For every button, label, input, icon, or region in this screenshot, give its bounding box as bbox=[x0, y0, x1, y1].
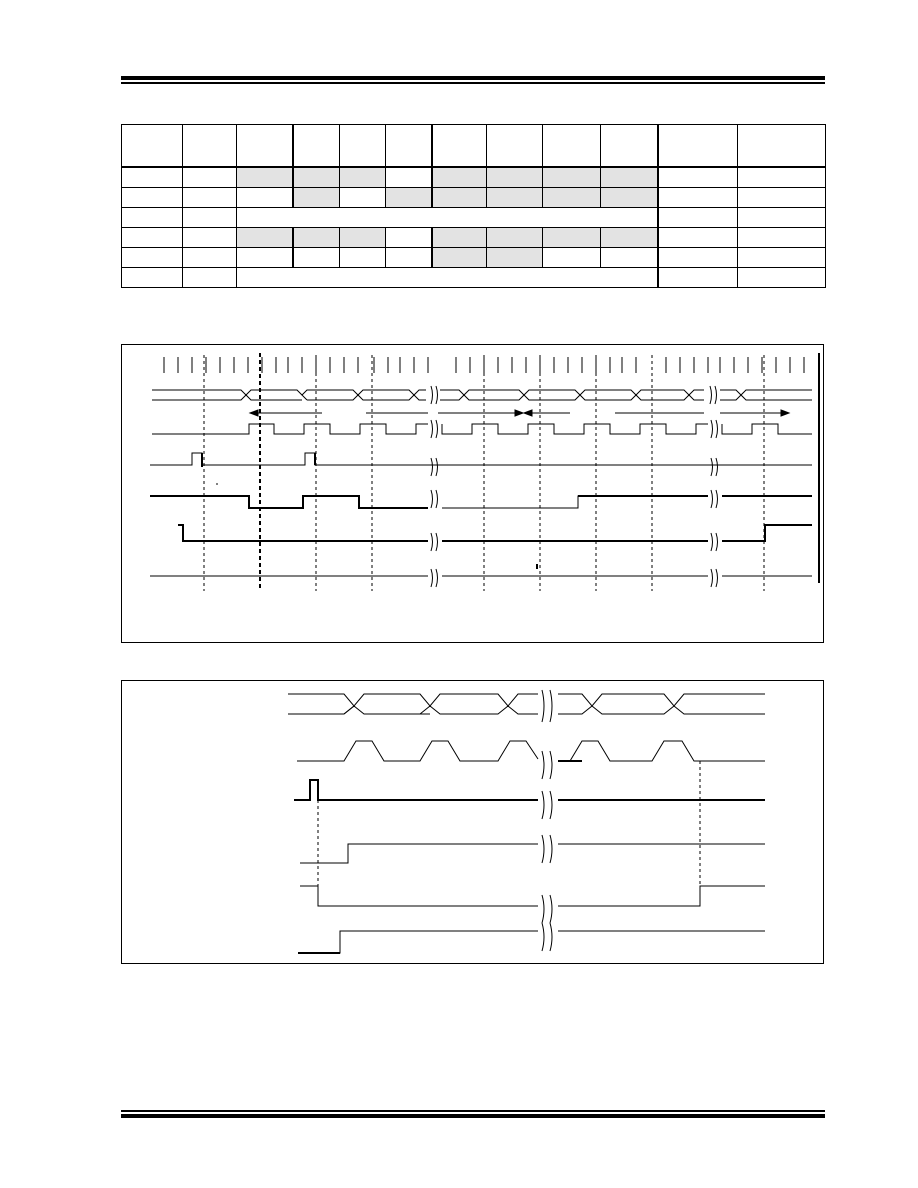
table-cell bbox=[738, 228, 826, 248]
table-cell bbox=[122, 208, 183, 228]
table-cell bbox=[738, 268, 826, 288]
table-cell bbox=[183, 188, 237, 208]
table-cell bbox=[122, 228, 183, 248]
clock-waveform bbox=[297, 741, 765, 779]
table-cell-shaded bbox=[237, 167, 293, 188]
table-header-cell bbox=[340, 125, 386, 168]
table-cell bbox=[386, 248, 432, 268]
table-header-row bbox=[122, 125, 826, 168]
table-header-cell bbox=[432, 125, 487, 168]
table-cell bbox=[122, 268, 183, 288]
register-table bbox=[121, 124, 826, 288]
enable-waveform bbox=[178, 525, 812, 551]
table-cell-shaded bbox=[601, 167, 658, 188]
table-cell bbox=[122, 188, 183, 208]
table-cell bbox=[183, 208, 237, 228]
table-cell bbox=[122, 167, 183, 188]
table-cell-merged bbox=[237, 268, 658, 288]
table-cell-shaded bbox=[601, 228, 658, 248]
table-cell-shaded bbox=[487, 248, 543, 268]
table-cell bbox=[183, 248, 237, 268]
table-cell bbox=[386, 167, 432, 188]
table-cell-shaded bbox=[543, 167, 601, 188]
select-waveform bbox=[298, 923, 765, 953]
status-waveform bbox=[150, 490, 812, 508]
timing-diagram-2 bbox=[121, 680, 824, 964]
table-cell-shaded bbox=[386, 188, 432, 208]
table-cell bbox=[183, 268, 237, 288]
table-row bbox=[122, 167, 826, 188]
table-cell-shaded bbox=[340, 228, 386, 248]
timing-diagram-1 bbox=[121, 344, 824, 643]
table-cell-shaded bbox=[432, 228, 487, 248]
timing-diagram-1-canvas bbox=[122, 345, 823, 642]
table-cell-shaded bbox=[432, 188, 487, 208]
table-cell-shaded bbox=[601, 188, 658, 208]
table-cell bbox=[122, 248, 183, 268]
table-row bbox=[122, 208, 826, 228]
table-cell bbox=[658, 188, 738, 208]
table-cell-shaded bbox=[237, 228, 293, 248]
table-cell-merged bbox=[237, 208, 658, 228]
table-row bbox=[122, 188, 826, 208]
table-cell-shaded bbox=[432, 167, 487, 188]
table-header-cell bbox=[543, 125, 601, 168]
table-cell bbox=[543, 248, 601, 268]
table-cell bbox=[738, 208, 826, 228]
table-cell-shaded bbox=[543, 228, 601, 248]
header-rule-thin bbox=[121, 82, 825, 84]
table-cell bbox=[237, 188, 293, 208]
table-cell-shaded bbox=[543, 188, 601, 208]
table-cell bbox=[340, 248, 386, 268]
table-header-cell bbox=[293, 125, 340, 168]
table-header-cell bbox=[386, 125, 432, 168]
table-header-cell bbox=[738, 125, 826, 168]
table-cell bbox=[183, 167, 237, 188]
table-cell bbox=[293, 248, 340, 268]
table-cell-shaded bbox=[487, 188, 543, 208]
strobe-waveform bbox=[150, 453, 812, 497]
table-cell bbox=[386, 228, 432, 248]
table-cell bbox=[340, 188, 386, 208]
table-cell bbox=[658, 228, 738, 248]
table-cell-shaded bbox=[293, 188, 340, 208]
table-cell bbox=[183, 228, 237, 248]
table-cell bbox=[738, 167, 826, 188]
table-cell bbox=[658, 248, 738, 268]
table-cell bbox=[738, 188, 826, 208]
strobe-waveform bbox=[294, 780, 765, 819]
timing-diagram-2-canvas bbox=[122, 681, 823, 963]
flag-waveform bbox=[150, 564, 812, 587]
busy-waveform bbox=[300, 886, 765, 923]
table-cell bbox=[601, 248, 658, 268]
table-row bbox=[122, 228, 826, 248]
cycle-markers bbox=[318, 761, 700, 886]
clock-waveform bbox=[152, 420, 812, 438]
ack-waveform bbox=[300, 835, 765, 863]
table-header-cell bbox=[237, 125, 293, 168]
header-rule-thick bbox=[121, 76, 825, 80]
table-cell bbox=[237, 248, 293, 268]
data-bus-waveform bbox=[152, 390, 812, 400]
table-cell-shaded bbox=[487, 167, 543, 188]
table-cell bbox=[658, 268, 738, 288]
table-cell-shaded bbox=[293, 228, 340, 248]
table-row bbox=[122, 268, 826, 288]
table-cell-shaded bbox=[432, 248, 487, 268]
table-header-cell bbox=[122, 125, 183, 168]
table-cell bbox=[658, 208, 738, 228]
table-header-cell bbox=[601, 125, 658, 168]
footer-rule-thin bbox=[121, 1110, 825, 1112]
footer-rule-thick bbox=[121, 1114, 825, 1118]
table-header-cell bbox=[183, 125, 237, 168]
data-bus-breaks bbox=[431, 386, 717, 404]
table-header-cell bbox=[658, 125, 738, 168]
direction-arrows bbox=[250, 410, 789, 416]
table-row bbox=[122, 248, 826, 268]
table-header-cell bbox=[487, 125, 543, 168]
table-cell-shaded bbox=[340, 167, 386, 188]
table-cell bbox=[658, 167, 738, 188]
table-cell-shaded bbox=[487, 228, 543, 248]
table-cell-shaded bbox=[293, 167, 340, 188]
data-bus-waveform bbox=[288, 690, 765, 722]
table-cell bbox=[738, 248, 826, 268]
